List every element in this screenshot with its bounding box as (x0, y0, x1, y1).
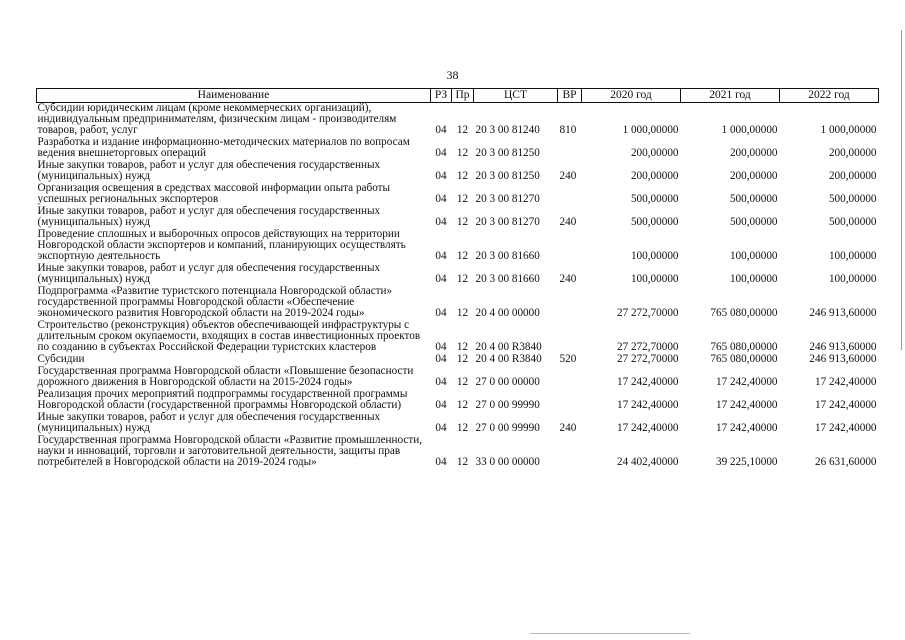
table-row (37, 103, 879, 138)
row-name: Иные закупки товаров, работ и услуг для обеспечения государственных (муниципальных) нужд (37, 262, 381, 285)
table-row (37, 183, 879, 206)
row-vr: 240 (559, 170, 577, 182)
row-vr (558, 229, 582, 263)
row-pr: 12 (456, 170, 469, 182)
row-name: Иные закупки товаров, работ и услуг для обеспечения государственных (муниципальных) нужд (37, 411, 381, 434)
row-vr (558, 366, 582, 389)
row-rz: 04 (435, 353, 447, 365)
row-vr (558, 137, 582, 160)
row-vr (558, 389, 582, 412)
header-cst: ЦСТ (474, 89, 558, 103)
row-pr: 12 (456, 399, 469, 411)
row-vr (558, 286, 582, 320)
row-2020: 200,00000 (630, 147, 679, 159)
table-header-row (37, 89, 879, 103)
table-row (37, 435, 879, 469)
row-2020: 17 242,40000 (616, 399, 679, 411)
header-2022: 2022 год (780, 89, 879, 103)
row-rz: 04 (435, 250, 447, 262)
table-row (37, 320, 879, 354)
row-cst: 20 3 00 81270 (475, 216, 540, 228)
row-pr: 12 (456, 376, 469, 388)
row-2020: 100,00000 (630, 273, 679, 285)
row-2021: 765 080,00000 (710, 353, 778, 365)
row-2022: 17 242,40000 (814, 399, 877, 411)
table-row (37, 137, 879, 160)
row-2022: 100,00000 (828, 273, 877, 285)
row-rz: 04 (435, 193, 447, 205)
scan-edge-mark (901, 30, 902, 350)
row-name: Иные закупки товаров, работ и услуг для обеспечения государственных (муниципальных) нужд (37, 205, 381, 228)
row-rz: 04 (435, 273, 447, 285)
page-number: 38 (446, 68, 459, 82)
row-cst: 27 0 00 99990 (475, 422, 540, 434)
row-2021: 17 242,40000 (715, 399, 778, 411)
row-2022: 246 913,60000 (809, 341, 877, 353)
row-cst: 20 3 00 81270 (475, 193, 540, 205)
table-row (37, 412, 879, 435)
row-rz: 04 (435, 170, 447, 182)
row-2022: 1 000,00000 (820, 124, 877, 136)
row-2020: 27 272,70000 (616, 353, 679, 365)
header-2021: 2021 год (681, 89, 780, 103)
row-name: Субсидии (37, 353, 85, 365)
row-name: Иные закупки товаров, работ и услуг для обеспечения государственных (муниципальных) нужд (37, 159, 381, 182)
row-pr: 12 (456, 216, 469, 228)
row-2021: 17 242,40000 (715, 376, 778, 388)
row-vr: 810 (559, 124, 577, 136)
row-2021: 500,00000 (729, 193, 778, 205)
row-vr: 240 (559, 216, 577, 228)
row-2020: 200,00000 (630, 170, 679, 182)
row-2022: 100,00000 (828, 250, 877, 262)
row-vr (558, 320, 582, 354)
row-pr: 12 (456, 124, 469, 136)
row-name: Государственная программа Новгородской области «Развитие промышленности, науки и инноваций, торговли и заготовительной деятельности, защиты прав потребителей в Новгородской области на 2019-2024 годы» (37, 434, 423, 468)
row-cst: 20 3 00 81660 (475, 250, 540, 262)
row-name: Разработка и издание информационно-методических материалов по вопросам ведения внешнеторговых операций (37, 136, 410, 159)
row-rz: 04 (435, 456, 447, 468)
row-name: Проведение сплошных и выборочных опросов действующих на территории Новгородской области экспортеров и компаний, планирующих осуществлять экспортную деятельность (37, 228, 406, 262)
table-row (37, 263, 879, 286)
row-pr: 12 (456, 273, 469, 285)
row-2020: 27 272,70000 (616, 341, 679, 353)
row-rz: 04 (435, 376, 447, 388)
row-2020: 1 000,00000 (622, 124, 679, 136)
row-pr: 12 (456, 341, 469, 353)
row-vr: 520 (559, 353, 577, 365)
row-2020: 27 272,70000 (616, 307, 679, 319)
row-2021: 765 080,00000 (710, 341, 778, 353)
row-2020: 100,00000 (630, 250, 679, 262)
row-name: Государственная программа Новгородской области «Повышение безопасности дорожного движения в Новгородской области на 2015-2024 годы» (37, 365, 414, 388)
row-name: Реализация прочих мероприятий подпрограммы государственной программы Новгородской области (государственной программы Новгородской области) (37, 388, 408, 411)
row-2022: 500,00000 (828, 193, 877, 205)
row-cst: 20 3 00 81250 (475, 170, 540, 182)
row-cst: 20 3 00 81250 (475, 147, 540, 159)
table-row (37, 160, 879, 183)
table-row (37, 286, 879, 320)
header-pr: Пр (452, 89, 474, 103)
row-rz: 04 (435, 399, 447, 411)
row-name: Субсидии юридическим лицам (кроме некоммерческих организаций), индивидуальным предпринимателям, физическим лицам - производителям товаров, работ, услуг (37, 102, 397, 136)
row-cst: 20 3 00 81660 (475, 273, 540, 285)
row-2020: 17 242,40000 (616, 422, 679, 434)
row-name: Организация освещения в средствах массовой информации опыта работы успешных региональных экспортеров (37, 182, 391, 205)
table-row (37, 229, 879, 263)
row-rz: 04 (435, 307, 447, 319)
row-2021: 1 000,00000 (721, 124, 778, 136)
row-2022: 26 631,60000 (814, 456, 877, 468)
row-name: Подпрограмма «Развитие туристского потенциала Новгородской области» государственной программы Новгородской области «Обеспечение экономического развития Новгородской области на 2019-2024 годы» (37, 285, 393, 319)
row-cst: 20 3 00 81240 (475, 124, 540, 136)
row-vr: 240 (559, 273, 577, 285)
row-pr: 12 (456, 353, 469, 365)
table-row (37, 206, 879, 229)
row-2021: 765 080,00000 (710, 307, 778, 319)
row-rz: 04 (435, 216, 447, 228)
row-pr: 12 (456, 422, 469, 434)
row-2021: 500,00000 (729, 216, 778, 228)
row-2022: 17 242,40000 (814, 376, 877, 388)
table-row (37, 366, 879, 389)
row-cst: 20 4 00 R3840 (475, 353, 542, 365)
row-2021: 200,00000 (729, 170, 778, 182)
header-vr: ВР (558, 89, 582, 103)
row-vr (558, 435, 582, 469)
row-2022: 246 913,60000 (809, 353, 877, 365)
row-rz: 04 (435, 124, 447, 136)
row-2020: 500,00000 (630, 216, 679, 228)
budget-table (36, 88, 879, 469)
row-name: Строительство (реконструкция) объектов обеспечивающей инфраструктуры с длительным сроком окупаемости, входящих в состав инвестиционных проектов по созданию в субъектах Российской Федерации туристских кластеров (37, 319, 421, 353)
row-2022: 17 242,40000 (814, 422, 877, 434)
row-pr: 12 (456, 307, 469, 319)
row-2022: 246 913,60000 (809, 307, 877, 319)
row-pr: 12 (456, 193, 469, 205)
row-cst: 20 4 00 00000 (475, 307, 540, 319)
row-2021: 39 225,10000 (715, 456, 778, 468)
row-2022: 200,00000 (828, 170, 877, 182)
row-cst: 27 0 00 99990 (475, 399, 540, 411)
row-2020: 500,00000 (630, 193, 679, 205)
row-2021: 200,00000 (729, 147, 778, 159)
row-2020: 17 242,40000 (616, 376, 679, 388)
row-2022: 200,00000 (828, 147, 877, 159)
row-vr (558, 183, 582, 206)
row-cst: 33 0 00 00000 (475, 456, 540, 468)
row-2021: 17 242,40000 (715, 422, 778, 434)
row-cst: 27 0 00 00000 (475, 376, 540, 388)
row-2021: 100,00000 (729, 273, 778, 285)
row-2020: 24 402,40000 (616, 456, 679, 468)
row-cst: 20 4 00 R3840 (475, 341, 542, 353)
row-vr: 240 (559, 422, 577, 434)
row-2021: 100,00000 (729, 250, 778, 262)
row-rz: 04 (435, 147, 447, 159)
row-pr: 12 (456, 147, 469, 159)
header-rz: РЗ (431, 89, 452, 103)
row-rz: 04 (435, 422, 447, 434)
header-name: Наименование (37, 89, 431, 103)
row-pr: 12 (456, 456, 469, 468)
header-2020: 2020 год (582, 89, 681, 103)
row-2022: 500,00000 (828, 216, 877, 228)
row-rz: 04 (435, 341, 447, 353)
scan-speck (530, 633, 690, 634)
table-row (37, 389, 879, 412)
row-pr: 12 (456, 250, 469, 262)
